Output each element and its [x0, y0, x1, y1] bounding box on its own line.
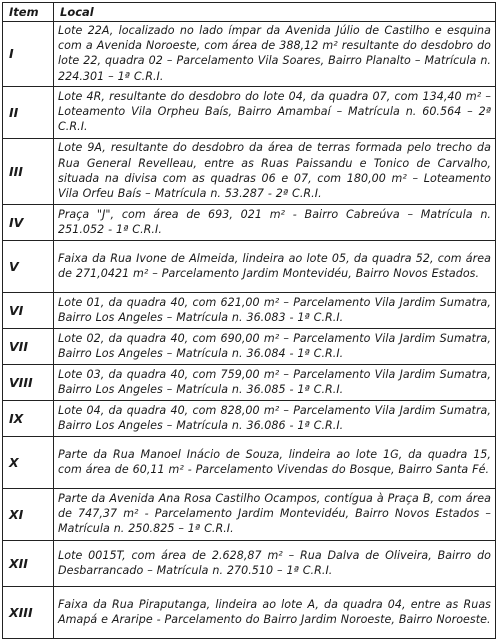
item-location: Lote 9A, resultante do desdobro da área de terras formada pelo trecho da Rua General Revelleau, entre as Ruas Paissandu e Tonico de Carvalho, situada na divisa com as quadras 06 e 07, com 180,00 m² – Loteamento Vila Orfeu Baís – Matrícula n. 53.287 - 2ª C.R.I.	[54, 138, 496, 204]
table-row	[3, 488, 496, 540]
item-numeral: IX	[3, 400, 54, 436]
table-row	[3, 240, 496, 292]
item-numeral: XII	[3, 540, 54, 586]
item-numeral: XIII	[3, 586, 54, 638]
property-table	[2, 2, 496, 639]
item-location: Parte da Avenida Ana Rosa Castilho Ocampos, contígua à Praça B, com área de 747,37 m² - Parcelamento Jardim Montevidéu, Bairro Novos Estados – Matrícula n. 250.825 – 1ª C.R.I.	[54, 488, 496, 540]
item-location: Lote 0015T, com área de 2.628,87 m² – Rua Dalva de Oliveira, Bairro do Desbarrancado – Matrícula n. 270.510 – 1ª C.R.I.	[54, 540, 496, 586]
item-numeral: X	[3, 436, 54, 488]
table-header-row	[3, 3, 496, 22]
item-numeral: XI	[3, 488, 54, 540]
header-item: Item	[3, 3, 54, 22]
table-row	[3, 292, 496, 328]
item-location: Lote 22A, localizado no lado ímpar da Avenida Júlio de Castilho e esquina com a Avenida Noroeste, com área de 388,12 m² resultante do desdobro do lote 22, quadra 02 – Parcelamento Vila Soares, Bairro Planalto – Matrícula n. 224.301 – 1ª C.R.I.	[54, 22, 496, 87]
item-numeral: VI	[3, 292, 54, 328]
item-location: Parte da Rua Manoel Inácio de Souza, lindeira ao lote 1G, da quadra 15, com área de 60,11 m² - Parcelamento Vivendas do Bosque, Bairro Santa Fé.	[54, 436, 496, 488]
item-location: Lote 02, da quadra 40, com 690,00 m² – Parcelamento Vila Jardim Sumatra, Bairro Los Angeles – Matrícula n. 36.084 - 1ª C.R.I.	[54, 328, 496, 364]
item-numeral: I	[3, 22, 54, 87]
item-location: Faixa da Rua Ivone de Almeida, lindeira ao lote 05, da quadra 52, com área de 271,0421 m² – Parcelamento Jardim Montevidéu, Bairro Novos Estados.	[54, 240, 496, 292]
item-numeral: II	[3, 86, 54, 138]
item-numeral: VIII	[3, 364, 54, 400]
item-numeral: V	[3, 240, 54, 292]
item-numeral: III	[3, 138, 54, 204]
item-numeral: VII	[3, 328, 54, 364]
table-row	[3, 364, 496, 400]
table-row	[3, 400, 496, 436]
item-location: Lote 01, da quadra 40, com 621,00 m² – Parcelamento Vila Jardim Sumatra, Bairro Los Angeles – Matrícula n. 36.083 - 1ª C.R.I.	[54, 292, 496, 328]
table-row	[3, 540, 496, 586]
table-row	[3, 86, 496, 138]
item-location: Lote 04, da quadra 40, com 828,00 m² – Parcelamento Vila Jardim Sumatra, Bairro Los Angeles – Matrícula n. 36.086 - 1ª C.R.I.	[54, 400, 496, 436]
table-row	[3, 138, 496, 204]
item-numeral: IV	[3, 204, 54, 240]
table-row	[3, 22, 496, 87]
table-row	[3, 586, 496, 638]
item-location: Praça "J", com área de 693, 021 m² - Bairro Cabreúva – Matrícula n. 251.052 - 1ª C.R.I.	[54, 204, 496, 240]
item-location: Lote 03, da quadra 40, com 759,00 m² – Parcelamento Vila Jardim Sumatra, Bairro Los Angeles – Matrícula n. 36.085 - 1ª C.R.I.	[54, 364, 496, 400]
table-row	[3, 436, 496, 488]
item-location: Faixa da Rua Piraputanga, lindeira ao lote A, da quadra 04, entre as Ruas Amapá e Araripe - Parcelamento do Bairro Jardim Noroeste, Bairro Noroeste.	[54, 586, 496, 638]
table-row	[3, 328, 496, 364]
item-location: Lote 4R, resultante do desdobro do lote 04, da quadra 07, com 134,40 m² – Loteamento Vila Orpheu Baís, Bairro Amambaí – Matrícula n. 60.564 – 2ª C.R.I.	[54, 86, 496, 138]
table-row	[3, 204, 496, 240]
header-local: Local	[54, 3, 496, 22]
